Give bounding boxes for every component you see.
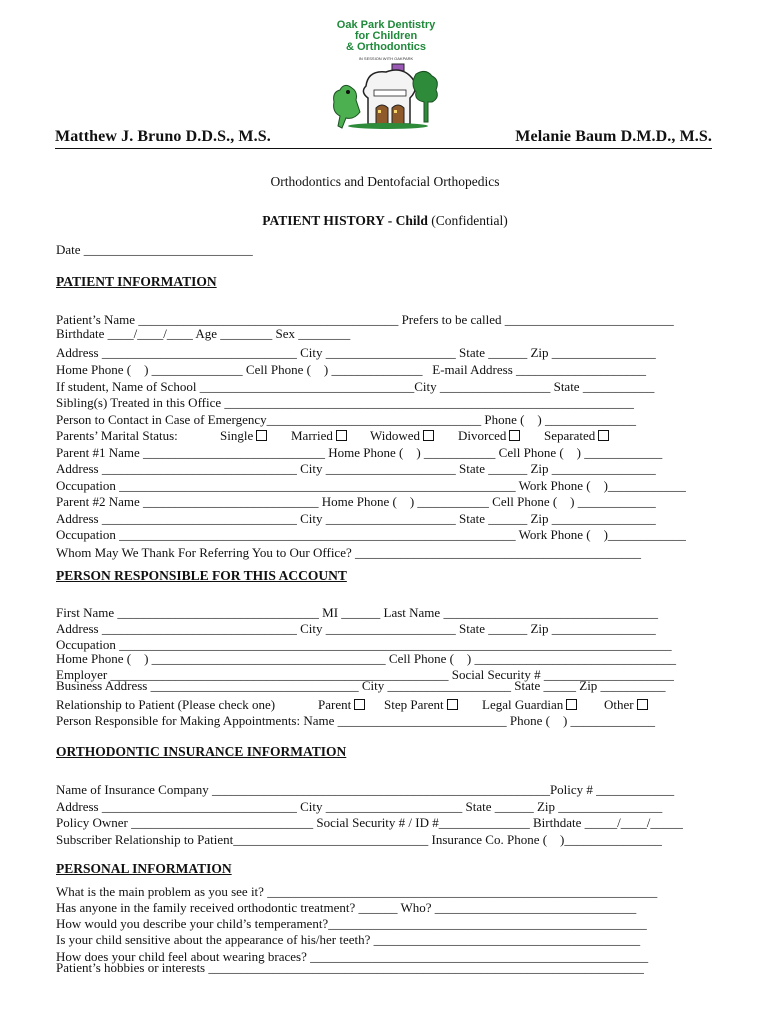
- option-label: Parent: [318, 697, 352, 712]
- date-field[interactable]: Date __________________________: [56, 242, 253, 257]
- parent-checkbox[interactable]: [354, 699, 365, 710]
- family-treatment-line[interactable]: Has anyone in the family received orthodontic treatment? ______ Who? _______________________________: [56, 900, 637, 915]
- form-title: [0, 213, 770, 229]
- relationship-step-parent[interactable]: [384, 698, 461, 712]
- marital-divorced[interactable]: [458, 429, 523, 443]
- divorced-checkbox[interactable]: [509, 430, 520, 441]
- single-checkbox[interactable]: [256, 430, 267, 441]
- insurance-address-line[interactable]: Address ______________________________ City _____________________ State ______ Zip ________________: [56, 799, 663, 814]
- responsible-phone-line[interactable]: Home Phone ( ) ____________________________________ Cell Phone ( ) _______________________________: [56, 651, 677, 666]
- doctor-name-left: Matthew J. Bruno D.D.S., M.S.: [55, 128, 271, 145]
- logo-text: [326, 20, 446, 53]
- main-problem-line[interactable]: What is the main problem as you see it? ____________________________________________________________: [56, 884, 658, 899]
- responsible-employer-line[interactable]: Employer ____________________________________________________ Social Security # ____________________: [56, 667, 674, 682]
- other-checkbox[interactable]: [637, 699, 648, 710]
- option-label: Divorced: [458, 428, 507, 443]
- marital-separated[interactable]: [544, 429, 612, 443]
- insurance-company-line[interactable]: Name of Insurance Company ____________________________________________________Policy # ____________: [56, 782, 675, 797]
- responsible-address-line[interactable]: Address ______________________________ City ____________________ State ______ Zip ________________: [56, 621, 656, 636]
- business-address-line[interactable]: Business Address ________________________________ City ___________________ State _____ Zip __________: [56, 678, 666, 693]
- appointments-line[interactable]: Person Responsible for Making Appointments: Name __________________________ Phone ( ) _____________: [56, 713, 656, 728]
- parent2-address-line[interactable]: Address ______________________________ City ____________________ State ______ Zip ________________: [56, 511, 656, 526]
- option-label: Step Parent: [384, 697, 444, 712]
- braces-feeling-line[interactable]: How does your child feel about wearing braces? ____________________________________________________: [56, 949, 649, 964]
- parent1-address-line[interactable]: Address ______________________________ City ____________________ State ______ Zip ________________: [56, 461, 656, 476]
- married-checkbox[interactable]: [336, 430, 347, 441]
- doctor-name-right: Melanie Baum D.M.D., M.S.: [515, 128, 712, 145]
- legal-guardian-checkbox[interactable]: [566, 699, 577, 710]
- patient-info-heading: PATIENT INFORMATION: [56, 274, 217, 289]
- parent1-occupation-line[interactable]: Occupation _____________________________________________________________ Work Phone ( )____________: [56, 478, 686, 493]
- temperament-line[interactable]: How would you describe your child’s temperament?_________________________________________________: [56, 916, 647, 931]
- referral-line[interactable]: Whom May We Thank For Referring You to Our Office? ____________________________________________: [56, 545, 641, 560]
- marital-widowed[interactable]: [370, 429, 437, 443]
- responsible-heading: PERSON RESPONSIBLE FOR THIS ACCOUNT: [56, 568, 347, 583]
- separated-checkbox[interactable]: [598, 430, 609, 441]
- parent2-name-line[interactable]: Parent #2 Name ___________________________ Home Phone ( ) ___________ Cell Phone ( ) ____________: [56, 494, 656, 509]
- logo-tagline: IN SESSION WITH OAKPARK: [358, 56, 414, 61]
- logo-line-2: for Children: [354, 30, 418, 42]
- step-parent-checkbox[interactable]: [447, 699, 458, 710]
- parent1-name-line[interactable]: Parent #1 Name ____________________________ Home Phone ( ) ___________ Cell Phone ( ) ____________: [56, 445, 663, 460]
- emergency-contact-line[interactable]: Person to Contact in Case of Emergency_________________________________ Phone ( ) ______________: [56, 412, 637, 427]
- option-label: Other: [604, 697, 634, 712]
- insurance-heading: ORTHODONTIC INSURANCE INFORMATION: [56, 744, 347, 759]
- relationship-legal-guardian[interactable]: [482, 698, 580, 712]
- option-label: Separated: [544, 428, 596, 443]
- patient-address-line[interactable]: Address ______________________________ City ____________________ State ______ Zip ________________: [56, 345, 656, 360]
- widowed-checkbox[interactable]: [423, 430, 434, 441]
- option-label: Legal Guardian: [482, 697, 564, 712]
- siblings-line[interactable]: Sibling(s) Treated in this Office _______________________________________________________________: [56, 395, 634, 410]
- option-label: Single: [220, 428, 254, 443]
- marital-single[interactable]: [220, 429, 270, 443]
- parent2-occupation-line[interactable]: Occupation _____________________________________________________________ Work Phone ( )____________: [56, 527, 686, 542]
- responsible-occupation-line[interactable]: Occupation _____________________________________________________________________________________: [56, 637, 672, 652]
- hobbies-line[interactable]: Patient’s hobbies or interests ___________________________________________________________________: [56, 960, 644, 975]
- teeth-sensitivity-line[interactable]: Is your child sensitive about the appearance of his/her teeth? _________________________________________: [56, 932, 641, 947]
- form-title-main: PATIENT HISTORY - Child: [262, 213, 428, 228]
- relationship-parent[interactable]: [318, 698, 368, 712]
- marital-married[interactable]: [291, 429, 350, 443]
- birthdate-line[interactable]: Birthdate ____/____/____ Age ________ Sex ________: [56, 326, 351, 341]
- relationship-label: Relationship to Patient (Please check one): [56, 697, 276, 712]
- responsible-name-line[interactable]: First Name _______________________________ MI ______ Last Name _________________________________: [56, 605, 658, 620]
- specialty-line: Orthodontics and Dentofacial Orthopedics: [270, 174, 500, 189]
- option-label: Married: [291, 428, 333, 443]
- practice-logo: [326, 20, 446, 132]
- logo-line-1: Oak Park Dentistry: [336, 19, 436, 31]
- tooth-house-illustration-icon: [328, 62, 444, 132]
- personal-heading: PERSONAL INFORMATION: [56, 861, 232, 876]
- option-label: Widowed: [370, 428, 421, 443]
- header-divider: [55, 148, 712, 149]
- patient-phone-line[interactable]: Home Phone ( ) ______________ Cell Phone ( ) ______________ E-mail Address ____________________: [56, 362, 647, 377]
- patient-name-line[interactable]: Patient’s Name ________________________________________ Prefers to be called __________________________: [56, 312, 674, 327]
- relationship-other[interactable]: [604, 698, 651, 712]
- logo-line-3: & Orthodontics: [345, 41, 427, 53]
- policy-owner-line[interactable]: Policy Owner ____________________________ Social Security # / ID #______________ Birthdate _____/____/_____: [56, 815, 683, 830]
- form-title-confidential: (Confidential): [427, 213, 508, 228]
- subscriber-line[interactable]: Subscriber Relationship to Patient______________________________ Insurance Co. Phone ( )_______________: [56, 832, 662, 847]
- school-line[interactable]: If student, Name of School _________________________________City _________________ State ___________: [56, 379, 655, 394]
- marital-status-label: Parents’ Marital Status:: [56, 428, 178, 443]
